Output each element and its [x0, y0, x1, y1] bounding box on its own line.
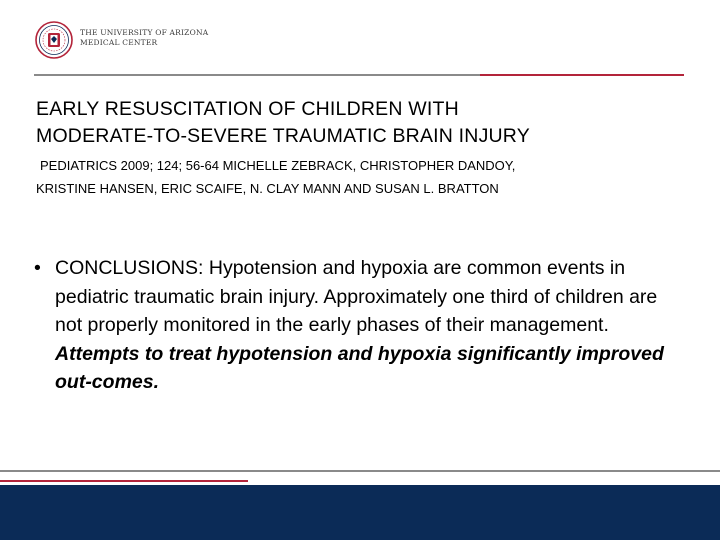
conclusion-bullet	[34, 254, 684, 397]
citation	[36, 154, 696, 200]
header-rule-red	[480, 74, 684, 76]
bullet-text	[55, 254, 684, 397]
header-rule-gray	[34, 74, 480, 76]
logo-line-1: THE UNIVERSITY OF ARIZONA	[80, 28, 209, 37]
university-seal-icon	[34, 20, 74, 60]
bullet-icon: •	[34, 257, 41, 279]
footer-rule-gray	[0, 470, 720, 472]
university-logo	[34, 20, 214, 64]
bullet-emphasis: Attempts to treat hypotension and hypoxia significantly improved out-comes.	[55, 342, 664, 393]
logo-text	[80, 28, 208, 48]
title-line-1: EARLY RESUSCITATION OF CHILDREN WITH	[36, 98, 459, 120]
citation-line-1: PEDIATRICS 2009; 124; 56-64 MICHELLE ZEBRACK, CHRISTOPHER DANDOY,	[40, 158, 516, 173]
slide-title	[36, 96, 686, 150]
bullet-body: CONCLUSIONS: Hypotension and hypoxia are common events in pediatric traumatic brain injury. Approximately one third of children are not properly monitored in the early phases of their management.	[55, 257, 658, 336]
logo-line-2: MEDICAL CENTER	[80, 38, 158, 47]
citation-line-2: KRISTINE HANSEN, ERIC SCAIFE, N. CLAY MANN AND SUSAN L. BRATTON	[36, 181, 499, 196]
title-line-2: MODERATE-TO-SEVERE TRAUMATIC BRAIN INJURY	[36, 125, 530, 147]
footer-band	[0, 485, 720, 540]
footer-rule-red	[0, 480, 248, 482]
